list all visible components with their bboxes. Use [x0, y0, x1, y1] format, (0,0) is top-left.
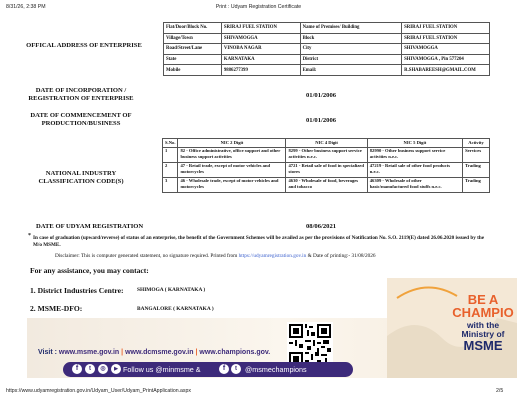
nic-cell: 4630 - Wholesale of food, beverages and tobacco [286, 178, 367, 193]
print-title: Print : Udyam Registration Certificate [215, 4, 302, 10]
incorporation-label: DATE OF INCORPORATION / REGISTRATION OF ENTERPRISE [28, 87, 134, 102]
facebook-icon[interactable]: f [72, 364, 82, 374]
address-field-value: SHIVAMOGGA [221, 33, 300, 44]
nic-cell: 8299 - Other business support service activities n.e.c. [286, 148, 367, 163]
social-icons [72, 364, 121, 374]
nic-row [163, 163, 490, 178]
address-field-value: SRIRAJ FUEL STATION [402, 33, 490, 44]
address-field-label: District [300, 54, 402, 65]
address-field-label: Email: [300, 65, 402, 76]
address-field-value: KARNATAKA [221, 54, 300, 65]
social-icons-2 [219, 364, 241, 374]
address-field-label: State [164, 54, 222, 65]
address-field-value: R.SHABAREESH@GMAIL.COM [402, 65, 490, 76]
dic-value: SHIMOGA ( KARNATAKA ) [137, 287, 206, 293]
nic-cell: 46309 - Wholesale of other basic/manufactured food stuffs n.e.c. [367, 178, 462, 193]
nic-row [163, 178, 490, 193]
footnote-text: In case of graduation (upward/reverse) of status of an enterprise, the benefit of the Government Schemes will be availed as per the provisions of Notification No. S.O. 2119(E) dated 26.06.2020 issued by the M/o MSME. [33, 235, 485, 248]
twitter-icon[interactable]: t [85, 364, 95, 374]
address-field-label: Mobile [164, 65, 222, 76]
youtube-icon[interactable]: ▶ [111, 364, 121, 374]
udyam-date: 08/06/2021 [306, 223, 337, 230]
nic-cell: 4721 - Retail sale of food in specialized stores [286, 163, 367, 178]
champion-promo-panel [387, 278, 517, 378]
nic-table [162, 138, 490, 193]
nic-cell: 47 - Retail trade, except of motor vehicles and motorcycles [178, 163, 286, 178]
assistance-heading: For any assistance, you may contact: [30, 266, 149, 275]
nic-column-header: NIC 4 Digit [286, 139, 367, 148]
address-field-value: SRIRAJ FUEL STATION [402, 23, 490, 34]
nic-cell: 46 - Wholesale trade, except of motor vehicles and motorcycles [178, 178, 286, 193]
commencement-date: 01/01/2006 [306, 117, 337, 124]
nic-cell: 82990 - Other business support service activities n.e.c. [367, 148, 462, 163]
follow-text: Follow us @minmsme & [123, 365, 201, 374]
nic-cell: 82 - Office administrative, office support and other business support activities [178, 148, 286, 163]
udyam-label: DATE OF UDYAM REGISTRATION [36, 223, 144, 230]
address-field-label: Name of Premises/ Building [300, 23, 402, 34]
facebook-icon[interactable]: f [219, 364, 229, 374]
msme-dfo-value: BANGALORE ( KARNATAKA ) [137, 306, 214, 312]
udyam-site-link[interactable]: https://udyamregistration.gov.in [238, 253, 307, 259]
champions-site-link[interactable]: www.champions.gov. [199, 349, 271, 356]
nic-column-header: S.No. [163, 139, 178, 148]
msme-site-link[interactable]: www.msme.gov.in [58, 349, 120, 356]
print-url: https://www.udyamregistration.gov.in/Udyam_User/Udyam_PrintApplication.aspx [6, 388, 192, 394]
footnote-marker: * [28, 233, 31, 239]
nic-cell: Services [463, 148, 490, 163]
nic-column-header: NIC 5 Digit [367, 139, 462, 148]
address-row [164, 23, 490, 34]
nic-cell: 2 [163, 163, 178, 178]
address-row [164, 44, 490, 55]
visit-line: Visit : www.msme.gov.in | www.dcmsme.gov.in | www.champions.gov. [38, 349, 271, 356]
incorporation-date: 01/01/2006 [306, 92, 337, 99]
nic-cell: 47219 - Retail sale of other food products n.e.c. [367, 163, 462, 178]
address-row [164, 33, 490, 44]
msme-dfo-label: 2. MSME-DFO: [30, 304, 83, 313]
champions-handle: @msmechampions [245, 365, 307, 374]
nic-column-header: NIC 2 Digit [178, 139, 286, 148]
address-field-value: SHIVAMOGGA [402, 44, 490, 55]
disclaimer: Disclaimer: This is computer generated statement, no signature required. Printed from https://udyamregistration.gov.in & Date of printing:- 31/08/2026 [55, 253, 376, 259]
address-field-value: SHIVAMOGGA , Pin 577204 [402, 54, 490, 65]
nic-cell: Trading [463, 178, 490, 193]
twitter-icon[interactable]: t [231, 364, 241, 374]
address-field-label: City [300, 44, 402, 55]
print-page-number: 2/5 [496, 388, 504, 394]
promo-line5: MSME [463, 338, 503, 353]
promo-line2: CHAMPIO [452, 305, 514, 320]
address-row [164, 65, 490, 76]
address-field-label: Road/Street/Lane [164, 44, 222, 55]
address-field-value: SRIRAJ FUEL STATION [221, 23, 300, 34]
address-field-label: Block [300, 33, 402, 44]
nic-label: NATIONAL INDUSTRY CLASSIFICATION CODE(S) [38, 170, 124, 185]
nic-cell: 1 [163, 148, 178, 163]
address-field-label: Village/Town [164, 33, 222, 44]
instagram-icon[interactable]: ◎ [98, 364, 108, 374]
print-datetime: 8/31/26, 2:38 PM [6, 4, 46, 10]
promo-line4: Ministry of [461, 328, 505, 339]
address-table [163, 22, 490, 76]
address-field-label: Flat/Door/Block No. [164, 23, 222, 34]
dic-label: 1. District Industries Centre: [30, 286, 124, 295]
promo-line1: BE A [467, 292, 499, 307]
address-field-value: VINOBA NAGAR [221, 44, 300, 55]
promo-line3: with the [466, 320, 500, 330]
address-heading: OFFICAL ADDRESS OF ENTERPRISE [26, 42, 142, 49]
commencement-label: DATE OF COMMENCEMENT OF PRODUCTION/BUSINESS [30, 112, 132, 127]
dcmsme-site-link[interactable]: www.dcmsme.gov.in [125, 349, 194, 356]
address-row [164, 54, 490, 65]
nic-cell: Trading [463, 163, 490, 178]
address-field-value: 9886277399 [221, 65, 300, 76]
nic-cell: 3 [163, 178, 178, 193]
nic-column-header: Activity [463, 139, 490, 148]
nic-row [163, 148, 490, 163]
